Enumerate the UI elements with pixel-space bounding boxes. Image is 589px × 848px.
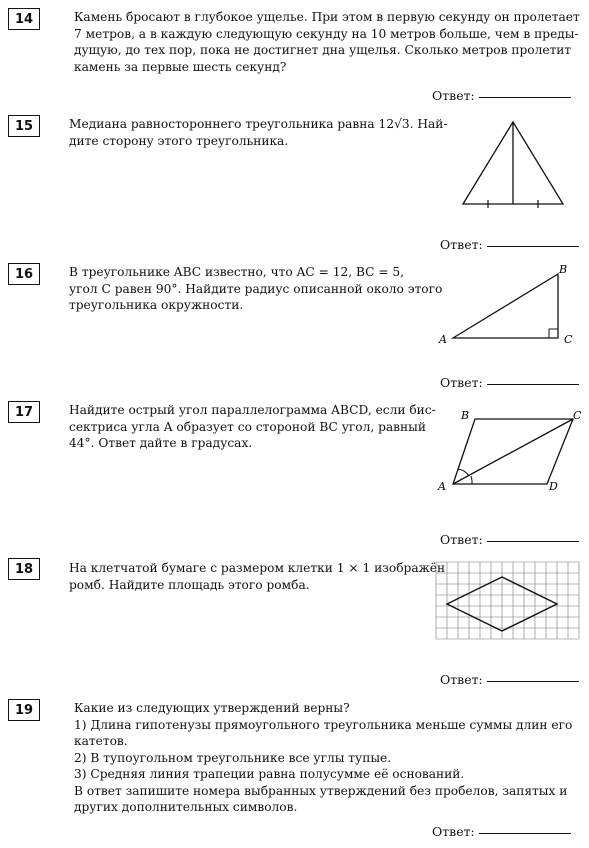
text-line: Найдите острый угол параллелограмма ABCD, если бис- xyxy=(69,403,436,417)
answer-line[interactable] xyxy=(487,681,579,682)
problem-number-17: 17 xyxy=(8,401,40,423)
parallelogram-figure xyxy=(435,405,585,500)
problem-number-14: 14 xyxy=(8,8,40,30)
answer-line[interactable] xyxy=(487,246,579,247)
text-line: 3) Средняя линия трапеции равна полусумме её оснований. xyxy=(74,767,465,781)
text-line: Камень бросают в глубокое ущелье. При этом в первую секунду он пролетает xyxy=(74,10,580,24)
answer-line[interactable] xyxy=(479,97,571,98)
right-triangle-figure xyxy=(437,262,577,352)
angle-arc xyxy=(471,476,472,484)
answer-label: Ответ: xyxy=(440,237,483,252)
triangle-outline xyxy=(453,274,558,338)
vertex-label-c: C xyxy=(564,333,573,346)
text-line: камень за первые шесть секунд? xyxy=(74,59,287,74)
answer-field-16[interactable] xyxy=(440,375,579,390)
text-line: ромб. Найдите площадь этого ромба. xyxy=(69,577,310,592)
text-line: дущую, до тех пор, пока не достигнет дна ущелья. Сколько метров пролетит xyxy=(74,43,572,57)
vertex-label-a: A xyxy=(439,333,447,346)
text-line: 1) Длина гипотенузы прямоугольного треугольника меньше суммы длин его xyxy=(74,717,573,732)
vertex-label-a: A xyxy=(438,480,446,493)
text-line: катетов. xyxy=(74,734,128,748)
problem-number-15: 15 xyxy=(8,115,40,137)
answer-line[interactable] xyxy=(479,833,571,834)
text-line: Медиана равностороннего треугольника равна 12√3. Най- xyxy=(69,117,448,131)
answer-label: Ответ: xyxy=(440,672,483,687)
text-line: других дополнительных символов. xyxy=(74,800,298,814)
text-line: сектриса угла A образует со стороной BC угол, равный xyxy=(69,419,426,434)
answer-line[interactable] xyxy=(487,541,579,542)
text-line: В треугольнике ABC известно, что AC = 12, BC = 5, xyxy=(69,265,405,279)
grid-lines xyxy=(436,562,579,639)
problem-number-18: 18 xyxy=(8,558,40,580)
problem-number-16: 16 xyxy=(8,263,40,285)
bisector-line xyxy=(453,419,573,484)
text-line: 2) В тупоугольном треугольнике все углы тупые. xyxy=(74,750,392,765)
vertex-label-c: C xyxy=(573,409,582,422)
text-line: 44°. Ответ дайте в градусах. xyxy=(69,436,253,450)
answer-field-19[interactable] xyxy=(432,824,571,839)
answer-label: Ответ: xyxy=(440,375,483,390)
text-line: треугольника окружности. xyxy=(69,298,244,312)
vertex-label-b: B xyxy=(461,409,470,422)
answer-field-17[interactable] xyxy=(440,532,579,547)
answer-field-18[interactable] xyxy=(440,672,579,687)
vertex-label-d: D xyxy=(549,480,558,493)
problem-15-text xyxy=(69,116,448,149)
problem-14-text xyxy=(74,9,580,75)
answer-line[interactable] xyxy=(487,384,579,385)
problem-number-19: 19 xyxy=(8,699,40,721)
angle-arc xyxy=(458,469,469,476)
text-line: В ответ запишите номера выбранных утверждений без пробелов, запятых и xyxy=(74,783,568,798)
text-line: дите сторону этого треугольника. xyxy=(69,133,289,148)
problem-16-text xyxy=(69,264,443,314)
answer-field-14[interactable] xyxy=(432,88,571,103)
text-line: На клетчатой бумаге с размером клетки 1 × 1 изображён xyxy=(69,561,446,575)
answer-label: Ответ: xyxy=(432,824,475,839)
text-line: 7 метров, а в каждую следующую секунду на 10 метров больше, чем в преды- xyxy=(74,26,579,41)
answer-field-15[interactable] xyxy=(440,237,579,252)
text-line: Какие из следующих утверждений верны? xyxy=(74,701,350,715)
grid-rhombus-figure xyxy=(435,561,581,647)
right-angle-mark xyxy=(549,329,558,338)
equilateral-triangle-figure xyxy=(455,118,575,218)
answer-label: Ответ: xyxy=(432,88,475,103)
answer-label: Ответ: xyxy=(440,532,483,547)
problem-18-text xyxy=(69,560,446,593)
problem-19-text xyxy=(74,700,573,816)
text-line: угол C равен 90°. Найдите радиус описанной около этого xyxy=(69,281,443,296)
problem-17-text xyxy=(69,402,436,452)
vertex-label-b: B xyxy=(559,263,568,276)
